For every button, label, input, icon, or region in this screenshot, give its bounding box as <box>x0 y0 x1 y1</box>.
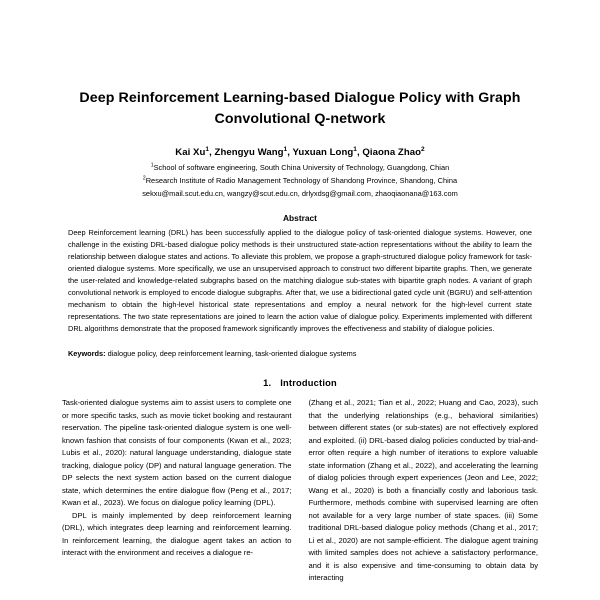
keywords-line <box>68 348 532 360</box>
paragraph: (Zhang et al., 2021; Tian et al., 2022; Huang and Cao, 2023), such that the underlying relationships (e.g., behavioral similarities) between different states (or sub-states) are not effectively explored and exploited. (ii) DRL-based dialog policies conducted by trial-and-error often require a high number of iterations to explore valuable state information (Zhang et al., 2022), and accelerating the learning of dialog policies through expert experiences (Jeon and Lee, 2022; Wang et al., 2020) is both a financially costly and laborious task. Furthermore, methods combine with supervised learning are often not available for a very large number of state spaces. (iii) Some traditional DRL-based dialogue policy methods (Chang et al., 2017; Li et al., 2020) are not sample-efficient. The dialogue agent training with limited samples does not achieve a satisfactory performance, and it is also expensive and time-consuming to obtain data by interacting <box>308 398 538 583</box>
abstract-body <box>68 227 532 335</box>
abstract-heading: Abstract <box>283 212 317 223</box>
author-sup-3: 2 <box>421 146 425 153</box>
paragraph: DPL is mainly implemented by deep reinforcement learning (DRL), which integrates deep learning and reinforcement learning. In reinforcement learning, the dialogue agent takes an action to interact with the environment and receives a dialogue re- <box>62 510 292 558</box>
author-emails: sekxu@mail.scut.edu.cn, wangzy@scut.edu.cn, drlyxdsg@gmail.com, zhaoqiaonana@163.com <box>142 188 458 198</box>
author-name-0: Kai Xu <box>175 147 206 159</box>
left-column <box>62 397 292 559</box>
author-sup-0: 1 <box>205 146 210 153</box>
affiliation-text-1: School of software engineering, South China University of Technology, Guangdong, Chian <box>153 163 450 173</box>
affiliation-sup-2: 2 <box>142 175 146 182</box>
paragraph: Task-oriented dialogue systems aim to assist users to complete one or more specific tasks, such as movie ticket booking and restaurant reservation. The pipeline task-oriented dialogue system is one well-known fashion that consists of four components (Kwan et al., 2023; Lubis et al., 2020): natural language understanding, dialogue state tracking, dialogue policy (DP) and natural language generation. The DP selects the next system action based on the current dialogue state, which determines the entire dialogue flow (Peng et al., 2017; Kwan et al., 2023). We focus on dialogue policy learning (DPL). <box>62 398 292 508</box>
author-sup-2: 1 <box>353 146 357 153</box>
keywords-block <box>0 335 600 360</box>
authors-block <box>0 129 600 199</box>
affiliation-2 <box>40 175 560 186</box>
affiliation-sup-1: 1 <box>150 162 154 169</box>
right-column <box>309 397 539 584</box>
section-heading-introduction <box>0 378 600 388</box>
author-name-1: Zhengyu Wang <box>214 147 284 159</box>
author-name-2: Yuxuan Long <box>292 147 354 159</box>
keywords-label: Keywords: <box>68 348 106 358</box>
author-name-3: Qiaona Zhao <box>362 147 422 159</box>
abstract-block <box>0 199 600 335</box>
abstract-text: Deep Reinforcement learning (DRL) has been successfully applied to the dialogue policy of task-oriented dialogue systems. However, one challenge in the existing DRL-based dialogue policy methods is their unstructured state-action representations without the ability to learn the relationship between dialogue states and actions. To alleviate this problem, we propose a graph-structured dialogue policy framework for task-oriented dialogue systems. More specifically, we use an unsupervised approach to construct two different bipartite graphs. Then, we generate the user-related and knowledge-related subgraphs based on the matching dialogue sub-states with bipartite graph nodes. A variant of graph convolutional network is employed to encode dialogue subgraphs. After that, we use a bidirectional gated cycle unit (BGRU) and self-attention mechanism to obtain the high-level historical state representations and employ a neural network for the high-level current state representations. The two state representations are joined to learn the action value of dialogue policy. Experiments implemented with different DRL algorithms demonstrate that the proposed framework significantly improves the effectiveness and stability of dialogue policies. <box>68 227 532 333</box>
affiliation-1 <box>40 162 560 173</box>
affiliation-text-2: Research Institute of Radio Management Technology of Shandong Province, Shandong, China <box>145 175 458 185</box>
body-columns <box>0 388 600 584</box>
author-names: Kai Xu$^1$, Zhengyu Wang$^1$, Yuxuan Long$^1$, Qiaona Zhao$^2$ <box>175 146 425 159</box>
title-block <box>0 0 600 129</box>
page-title: Deep Reinforcement Learning-based Dialogue Policy with Graph Convolutional Q-network <box>79 90 521 127</box>
keywords-text: dialogue policy, deep reinforcement learning, task-oriented dialogue systems <box>105 348 357 358</box>
section-title: Introduction <box>280 378 337 389</box>
section-number: 1. <box>263 378 272 389</box>
author-sup-1: 1 <box>283 146 288 153</box>
